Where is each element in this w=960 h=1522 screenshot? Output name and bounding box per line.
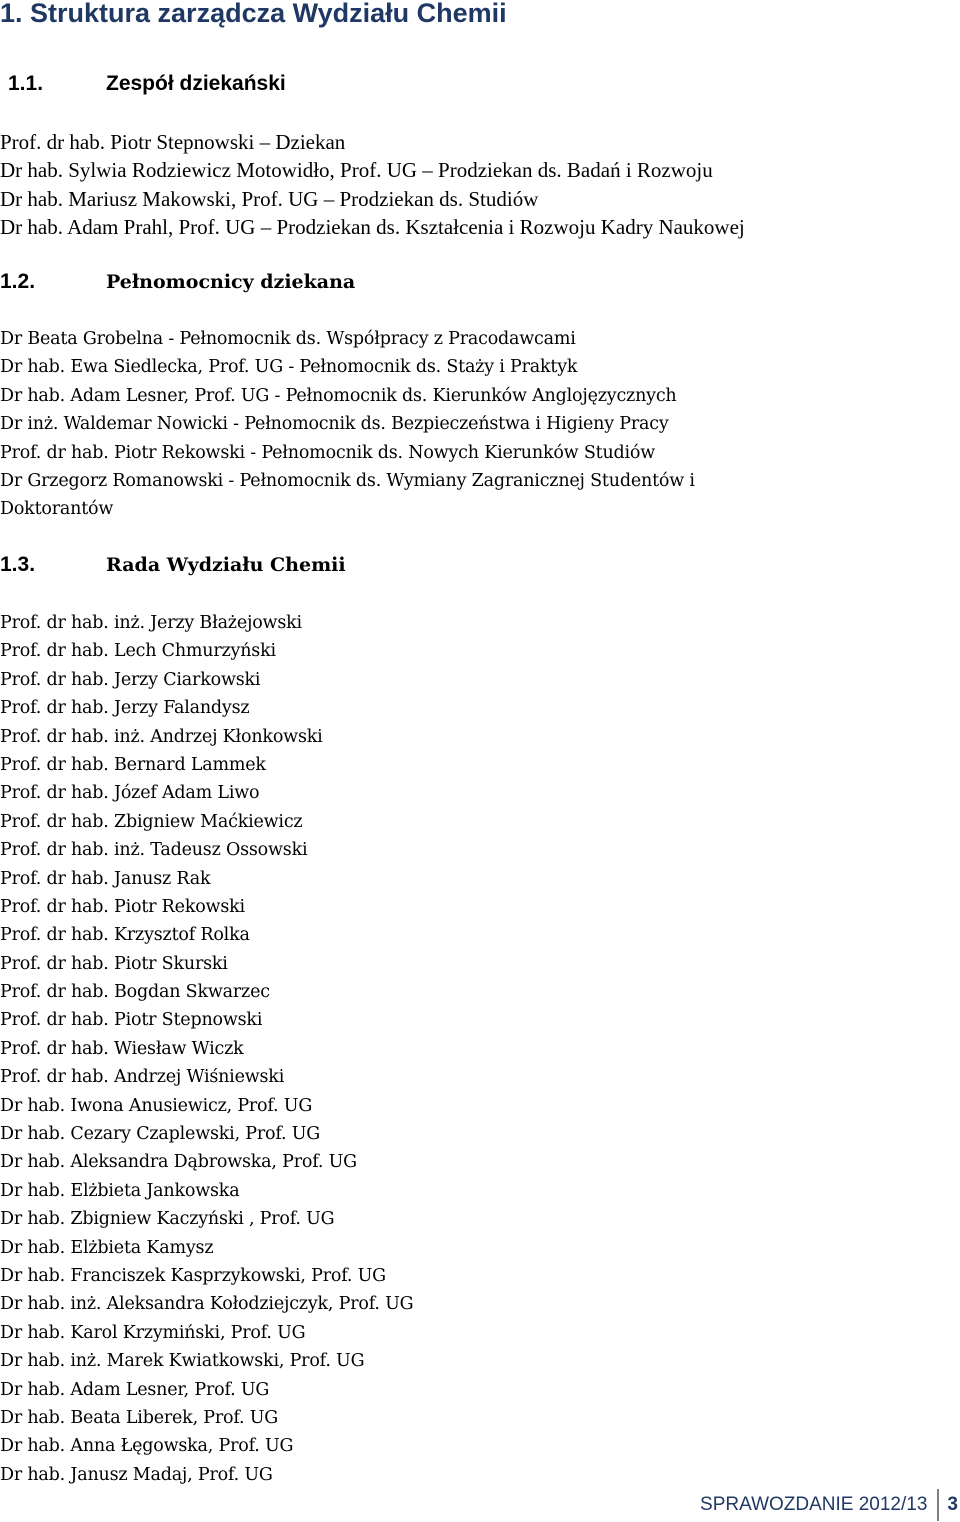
- list-item: Prof. dr hab. Jerzy Ciarkowski: [0, 669, 261, 690]
- list-item: Prof. dr hab. Wiesław Wiczk: [0, 1038, 244, 1059]
- dean-team-list: [0, 128, 745, 242]
- list-item: Dr Grzegorz Romanowski - Pełnomocnik ds. Wymiany Zagranicznej Studentów i: [0, 470, 695, 491]
- list-item: Prof. dr hab. Piotr Rekowski: [0, 896, 245, 917]
- list-item: Dr hab. inż. Marek Kwiatkowski, Prof. UG: [0, 1351, 365, 1372]
- list-item: Prof. dr hab. Bernard Lammek: [0, 754, 266, 775]
- section-number: 1.2.: [0, 270, 36, 293]
- list-item: Dr hab. Elżbieta Kamysz: [0, 1237, 214, 1258]
- list-item: Dr hab. Adam Lesner, Prof. UG - Pełnomocnik ds. Kierunków Anglojęzycznych: [0, 385, 677, 406]
- list-item: Doktorantów: [0, 499, 114, 520]
- list-item: Dr hab. Iwona Anusiewicz, Prof. UG: [0, 1095, 313, 1116]
- list-item: Dr hab. Aleksandra Dąbrowska, Prof. UG: [0, 1152, 357, 1173]
- page-footer: [700, 1488, 960, 1522]
- list-item: Prof. dr hab. Zbigniew Maćkiewicz: [0, 811, 303, 832]
- list-item: Prof. dr hab. Bogdan Skwarzec: [0, 982, 270, 1003]
- list-item: Dr hab. Sylwia Rodziewicz Motowidło, Prof. UG – Prodziekan ds. Badań i Rozwoju: [0, 158, 713, 183]
- list-item: Dr inż. Waldemar Nowicki - Pełnomocnik ds. Bezpieczeństwa i Higieny Pracy: [0, 414, 669, 435]
- section-number: 1.1.: [8, 72, 44, 95]
- list-item: Prof. dr hab. Piotr Stepnowski – Dziekan: [0, 130, 346, 154]
- list-item: Prof. dr hab. Janusz Rak: [0, 868, 211, 889]
- plenipotentiaries-list: [0, 325, 695, 524]
- section-number: 1.3.: [0, 553, 36, 576]
- list-item: Prof. dr hab. Lech Chmurzyński: [0, 641, 276, 662]
- section-title: Pełnomocnicy dziekana: [106, 271, 356, 293]
- section-title: Zespół dziekański: [106, 72, 286, 95]
- faculty-council-list: [0, 609, 413, 1489]
- footer-divider: [937, 1489, 939, 1521]
- list-item: Prof. dr hab. inż. Andrzej Kłonkowski: [0, 726, 323, 747]
- list-item: Dr hab. inż. Aleksandra Kołodziejczyk, Prof. UG: [0, 1294, 414, 1315]
- list-item: Dr hab. Ewa Siedlecka, Prof. UG - Pełnomocnik ds. Staży i Praktyk: [0, 357, 578, 378]
- document-heading: 1. Struktura zarządcza Wydziału Chemii: [0, 0, 507, 28]
- list-item: Dr hab. Adam Lesner, Prof. UG: [0, 1379, 270, 1400]
- list-item: Dr hab. Mariusz Makowski, Prof. UG – Prodziekan ds. Studiów: [0, 186, 539, 211]
- list-item: Prof. dr hab. Andrzej Wiśniewski: [0, 1067, 285, 1088]
- list-item: Prof. dr hab. Józef Adam Liwo: [0, 783, 260, 804]
- list-item: Dr hab. Janusz Madaj, Prof. UG: [0, 1464, 273, 1485]
- section-title: Rada Wydziału Chemii: [106, 554, 346, 576]
- list-item: Dr hab. Franciszek Kasprzykowski, Prof. UG: [0, 1265, 386, 1286]
- list-item: Dr hab. Zbigniew Kaczyński , Prof. UG: [0, 1209, 335, 1230]
- list-item: Prof. dr hab. Jerzy Falandysz: [0, 698, 250, 719]
- list-item: Dr hab. Adam Prahl, Prof. UG – Prodziekan ds. Kształcenia i Rozwoju Kadry Naukowej: [0, 215, 745, 240]
- list-item: Dr hab. Karol Krzymiński, Prof. UG: [0, 1322, 306, 1343]
- list-item: Dr hab. Beata Liberek, Prof. UG: [0, 1407, 279, 1428]
- list-item: Dr hab. Elżbieta Jankowska: [0, 1180, 240, 1201]
- list-item: Prof. dr hab. Krzysztof Rolka: [0, 925, 250, 946]
- list-item: Prof. dr hab. inż. Jerzy Błażejowski: [0, 613, 302, 633]
- list-item: Dr hab. Cezary Czaplewski, Prof. UG: [0, 1124, 321, 1145]
- footer-label: SPRAWOZDANIE 2012/13: [700, 1494, 928, 1515]
- list-item: Dr hab. Anna Łęgowska, Prof. UG: [0, 1436, 294, 1457]
- list-item: Prof. dr hab. Piotr Skurski: [0, 953, 228, 974]
- list-item: Dr Beata Grobelna - Pełnomocnik ds. Współpracy z Pracodawcami: [0, 329, 576, 349]
- list-item: Prof. dr hab. Piotr Stepnowski: [0, 1010, 263, 1031]
- list-item: Prof. dr hab. inż. Tadeusz Ossowski: [0, 840, 308, 861]
- list-item: Prof. dr hab. Piotr Rekowski - Pełnomocnik ds. Nowych Kierunków Studiów: [0, 442, 656, 463]
- page-number: 3: [947, 1494, 958, 1515]
